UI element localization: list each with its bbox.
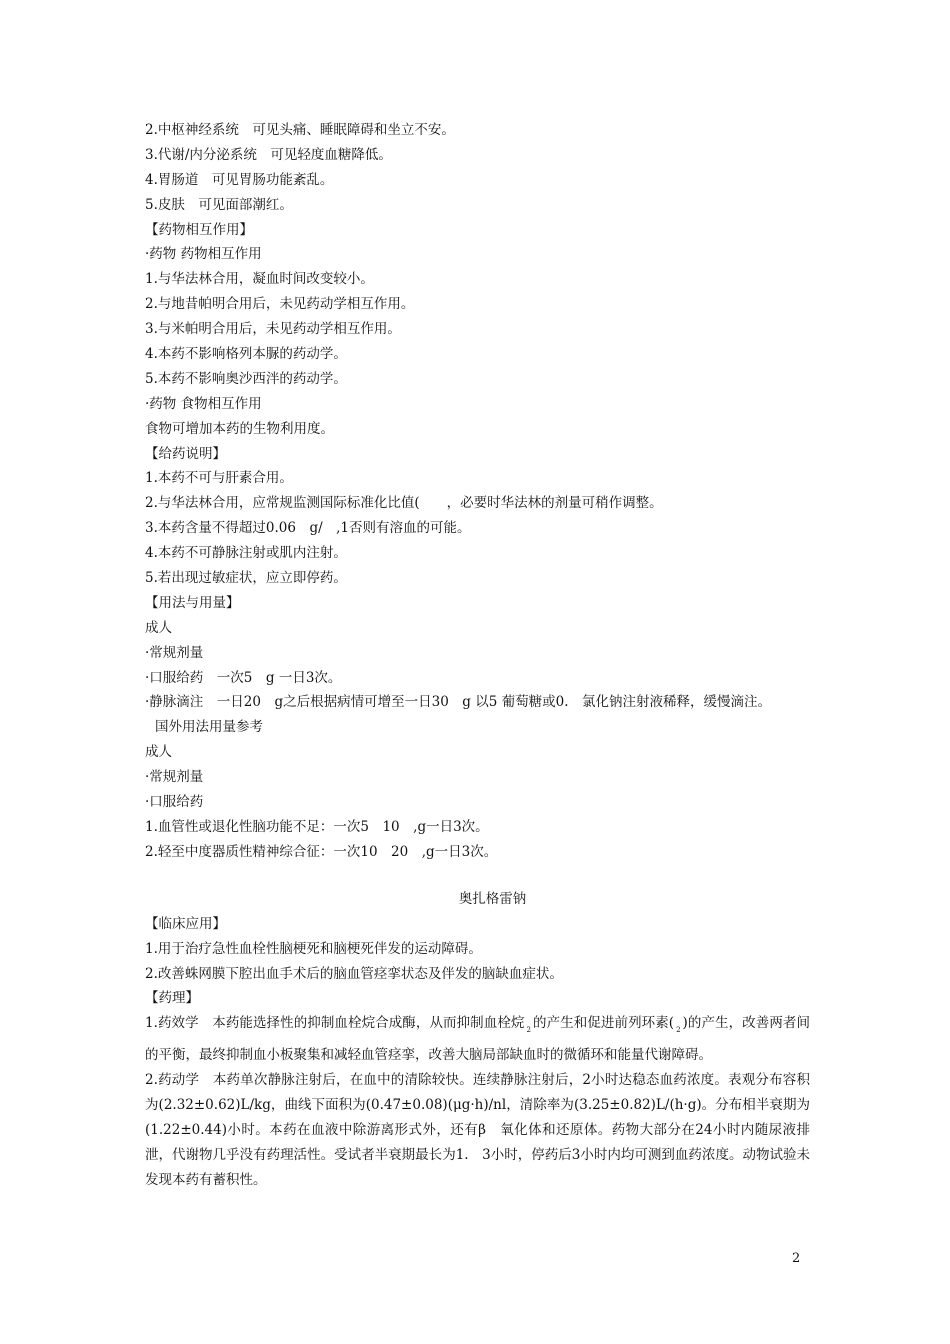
iv-drip-dose: ·静脉滴注 一日20 g之后根据病情可增至一日30 g 以5 葡萄糖或0. 氯化钠注射液稀释，缓慢滴注。 [145, 694, 771, 711]
drug-drug-item: 2.与地昔帕明合用后，未见药动学相互作用。 [145, 296, 415, 313]
foreign-oral-label: ·口服给药 [145, 794, 204, 811]
adverse-reaction-gi: 4.胃肠道 可见胃肠功能紊乱。 [145, 171, 334, 188]
foreign-dose-item: 1.血管性或退化性脑功能不足：一次5 10 ,g一日3次。 [145, 818, 489, 835]
adverse-reaction-skin: 5.皮肤 可见面部潮红。 [145, 196, 293, 213]
clinical-heading: 【临床应用】 [145, 915, 226, 932]
pharmacology-heading: 【药理】 [145, 990, 199, 1007]
administration-item: 4.本药不可静脉注射或肌内注射。 [145, 545, 347, 562]
administration-item: 2.与华法林合用，应常规监测国际标准化比值( ，必要时华法林的剂量可稍作调整。 [145, 495, 663, 512]
administration-item: 5.若出现过敏症状，应立即停药。 [145, 570, 347, 587]
administration-item: 3.本药含量不得超过0.06 g/ ,1否则有溶血的可能。 [145, 520, 471, 537]
section-gap [145, 865, 810, 886]
pharmacodynamics-text-2: 的产生和促进前列环素( [532, 1015, 675, 1032]
administration-heading: 【给药说明】 [145, 445, 226, 462]
page-content [145, 118, 810, 1193]
adult-label: 成人 [145, 619, 172, 636]
foreign-dose-item: 2.轻至中度器质性精神综合征：一次10 20 ,g一日3次。 [145, 843, 498, 860]
adverse-reaction-metabolic: 3.代谢/内分泌系统 可见轻度血糖降低。 [145, 146, 392, 163]
drug-drug-item: 4.本药不影响格列本脲的药动学。 [145, 346, 347, 363]
page-number: 2 [792, 1251, 801, 1266]
clinical-item: 2.改善蛛网膜下腔出血手术后的脑血管痉挛状态及伴发的脑缺血症状。 [145, 965, 563, 982]
drug-drug-item: 3.与米帕明合用后，未见药动学相互作用。 [145, 321, 401, 338]
subscript-2: 2 [526, 1026, 531, 1035]
drug-drug-item: 5.本药不影响奥沙西泮的药动学。 [145, 370, 347, 387]
foreign-regular-dose-label: ·常规剂量 [145, 769, 204, 786]
drug-food-heading: ·药物 食物相互作用 [145, 395, 262, 412]
drug-title: 奥扎格雷钠 [458, 890, 527, 907]
foreign-adult-label: 成人 [145, 744, 172, 761]
drug-food-text: 食物可增加本药的生物利用度。 [145, 420, 334, 437]
drug-drug-heading: ·药物 药物相互作用 [145, 246, 262, 263]
pharmacokinetics-paragraph: 2.药动学 本药单次静脉注射后，在血中的清除较快。连续静脉注射后，2小时达稳态血药浓度。表观分布容积为(2.32±0.62)L/kg，曲线下面积为(0.47±0.08)(μg·h)/nl，清除率为(3.25±0.82)L/(h·g)。分布相半衰期为(1.22±0.44)小时。本药在血液中除游离形式外，还有β 氧化体和还原体。药物大部分在24小时内随尿液排泄，代谢物几乎没有药理活性。受试者半衰期最长为1. 3小时，停药后3小时内均可测到血药浓度。动物试验未发现本药有蓄积性。 [145, 1072, 810, 1188]
administration-item: 1.本药不可与肝素合用。 [145, 470, 293, 487]
subscript-2: 2 [676, 1026, 681, 1035]
foreign-reference-heading: 国外用法用量参考 [155, 719, 263, 736]
dosage-heading: 【用法与用量】 [145, 594, 240, 611]
adverse-reaction-cns: 2.中枢神经系统 可见头痛、睡眠障碍和坐立不安。 [145, 122, 455, 138]
interactions-heading: 【药物相互作用】 [145, 221, 253, 238]
oral-dose: ·口服给药 一次5 g 一日3次。 [145, 669, 342, 686]
pharmacodynamics-text-1: 1.药效学 本药能选择性的抑制血栓烷合成酶，从而抑制血栓烷 [145, 1015, 525, 1032]
drug-drug-item: 1.与华法林合用，凝血时间改变较小。 [145, 271, 374, 288]
pharmacodynamics-paragraph [145, 1011, 810, 1068]
pharmacodynamics-text-3: )的产生，改善两者间的平衡，最终抑制血小板聚集和减轻血管痉挛，改善大脑局部缺血时的微循环和能量代谢障碍。 [145, 1015, 810, 1064]
clinical-item: 1.用于治疗急性血栓性脑梗死和脑梗死伴发的运动障碍。 [145, 940, 482, 957]
regular-dose-label: ·常规剂量 [145, 644, 204, 661]
